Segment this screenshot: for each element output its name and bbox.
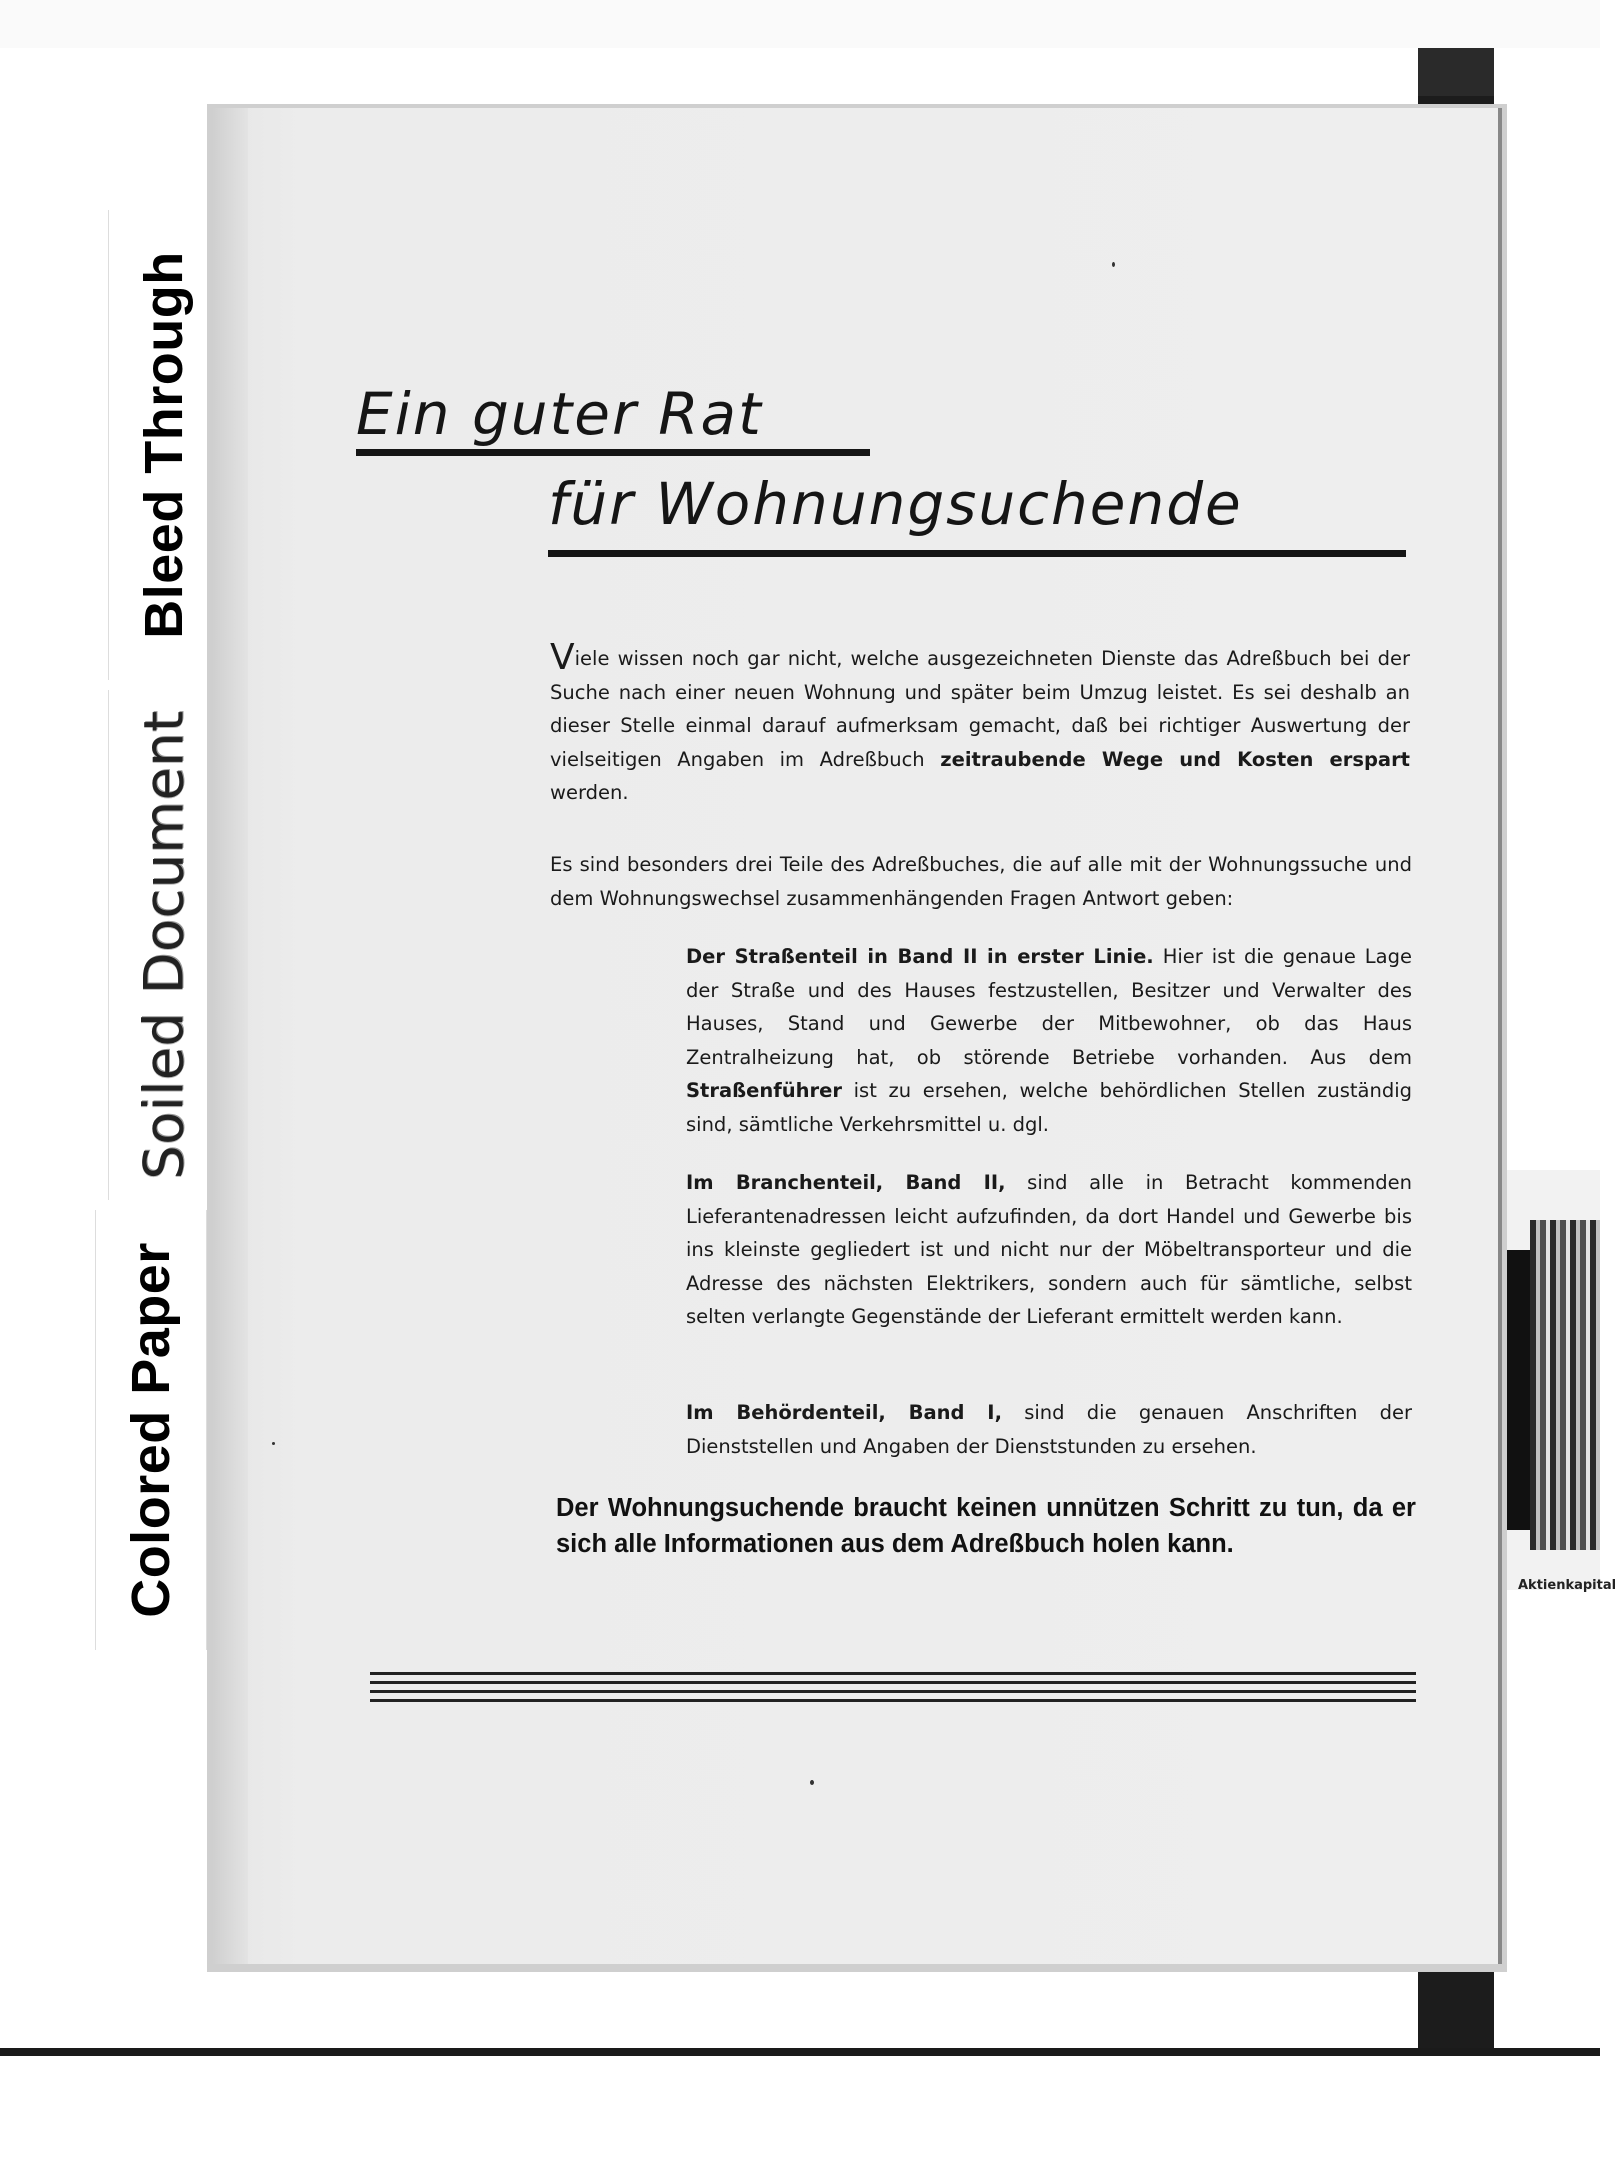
adjacent-page-photo	[1530, 1220, 1600, 1550]
title-line-1: Ein guter Rat	[356, 380, 763, 448]
label-soiled-document-text: Soiled Document	[132, 710, 196, 1180]
scan-background-top	[0, 0, 1600, 48]
intro-dropcap: V	[550, 637, 575, 678]
dust-speck	[810, 1780, 814, 1785]
section-strassenteil-text-end: ist zu ersehen, welche behördlichen Stellen zuständig sind, sämtliche Verkehrsmittel u. dgl.	[686, 1079, 1412, 1136]
section-strassenteil	[686, 940, 1412, 1141]
section-behoerdenteil-lead: Im Behördenteil, Band I,	[686, 1401, 1002, 1424]
label-colored-paper	[95, 1210, 207, 1650]
dust-speck	[1112, 262, 1115, 267]
intro-text: iele wissen noch gar nicht, welche ausgezeichneten Dienste das Adreßbuch bei der Suche nach einer neuen Wohnung und später beim Umzug leistet. Es sei deshalb an dieser Stelle einmal darauf aufmerksam gemacht, daß bei richtiger Auswertung der vielseitigen Angaben im Adreßbuch	[550, 647, 1410, 771]
title-line-1-underline	[356, 449, 870, 456]
label-soiled-document	[108, 690, 220, 1200]
title-line-2: für Wohnungsuchende	[548, 470, 1243, 538]
label-bleed-through-text: Bleed Through	[134, 251, 194, 639]
intro-text-end: werden.	[550, 781, 629, 804]
section-strassenteil-bold: Straßenführer	[686, 1079, 842, 1102]
title-line-2-underline	[548, 550, 1406, 557]
section-branchenteil-text: sind alle in Betracht kommenden Lieferantenadressen leicht aufzufinden, da dort Handel und Gewerbe bis ins kleinste gegliedert ist und nicht nur der Möbeltransporteur und die Adresse des nächsten Elektrikers, sondern auch für sämtliche, selbst selten verlangte Gegenstände der Lieferant ermittelt werden kann.	[686, 1171, 1412, 1328]
section-branchenteil	[686, 1166, 1412, 1334]
scan-binding-shadow-top	[1418, 48, 1494, 96]
section-branchenteil-lead: Im Branchenteil, Band II,	[686, 1171, 1006, 1194]
decorative-rule	[370, 1690, 1416, 1693]
adjacent-page-caption: Aktienkapital	[1518, 1578, 1616, 1593]
label-colored-paper-text: Colored Paper	[121, 1242, 181, 1618]
page-left-edge	[212, 108, 248, 1964]
label-bleed-through	[108, 210, 220, 680]
overview-paragraph: Es sind besonders drei Teile des Adreßbuches, die auf alle mit der Wohnungssuche und dem Wohnungswechsel zusammenhängenden Fragen Antwort geben:	[550, 853, 1412, 910]
section-strassenteil-lead: Der Straßenteil in Band II in erster Linie.	[686, 945, 1154, 968]
closing-statement: Der Wohnungsuchende braucht keinen unnützen Schritt zu tun, da er sich alle Informationen aus dem Adreßbuch holen kann.	[556, 1494, 1416, 1558]
section-behoerdenteil-text: sind die genauen Anschriften der Dienststellen und Angaben der Dienststunden zu ersehen.	[686, 1401, 1413, 1458]
section-behoerdenteil	[686, 1396, 1412, 1463]
intro-paragraph	[550, 637, 1411, 810]
intro-bold: zeitraubende Wege und Kosten erspart	[940, 747, 1411, 771]
decorative-rules	[370, 1672, 1416, 1708]
scan-bottom-edge	[0, 2048, 1600, 2056]
decorative-rule	[370, 1681, 1416, 1684]
decorative-rule	[370, 1672, 1416, 1675]
dust-speck	[272, 1442, 275, 1445]
decorative-rule	[370, 1699, 1416, 1702]
section-strassenteil-text: Hier ist die genaue Lage der Straße und des Hauses festzustellen, Besitzer und Verwalter des Hauses, Stand und Gewerbe der Mitbewohner, ob das Haus Zentralheizung hat, ob störende Betriebe vorhanden. Aus dem	[686, 945, 1412, 1069]
